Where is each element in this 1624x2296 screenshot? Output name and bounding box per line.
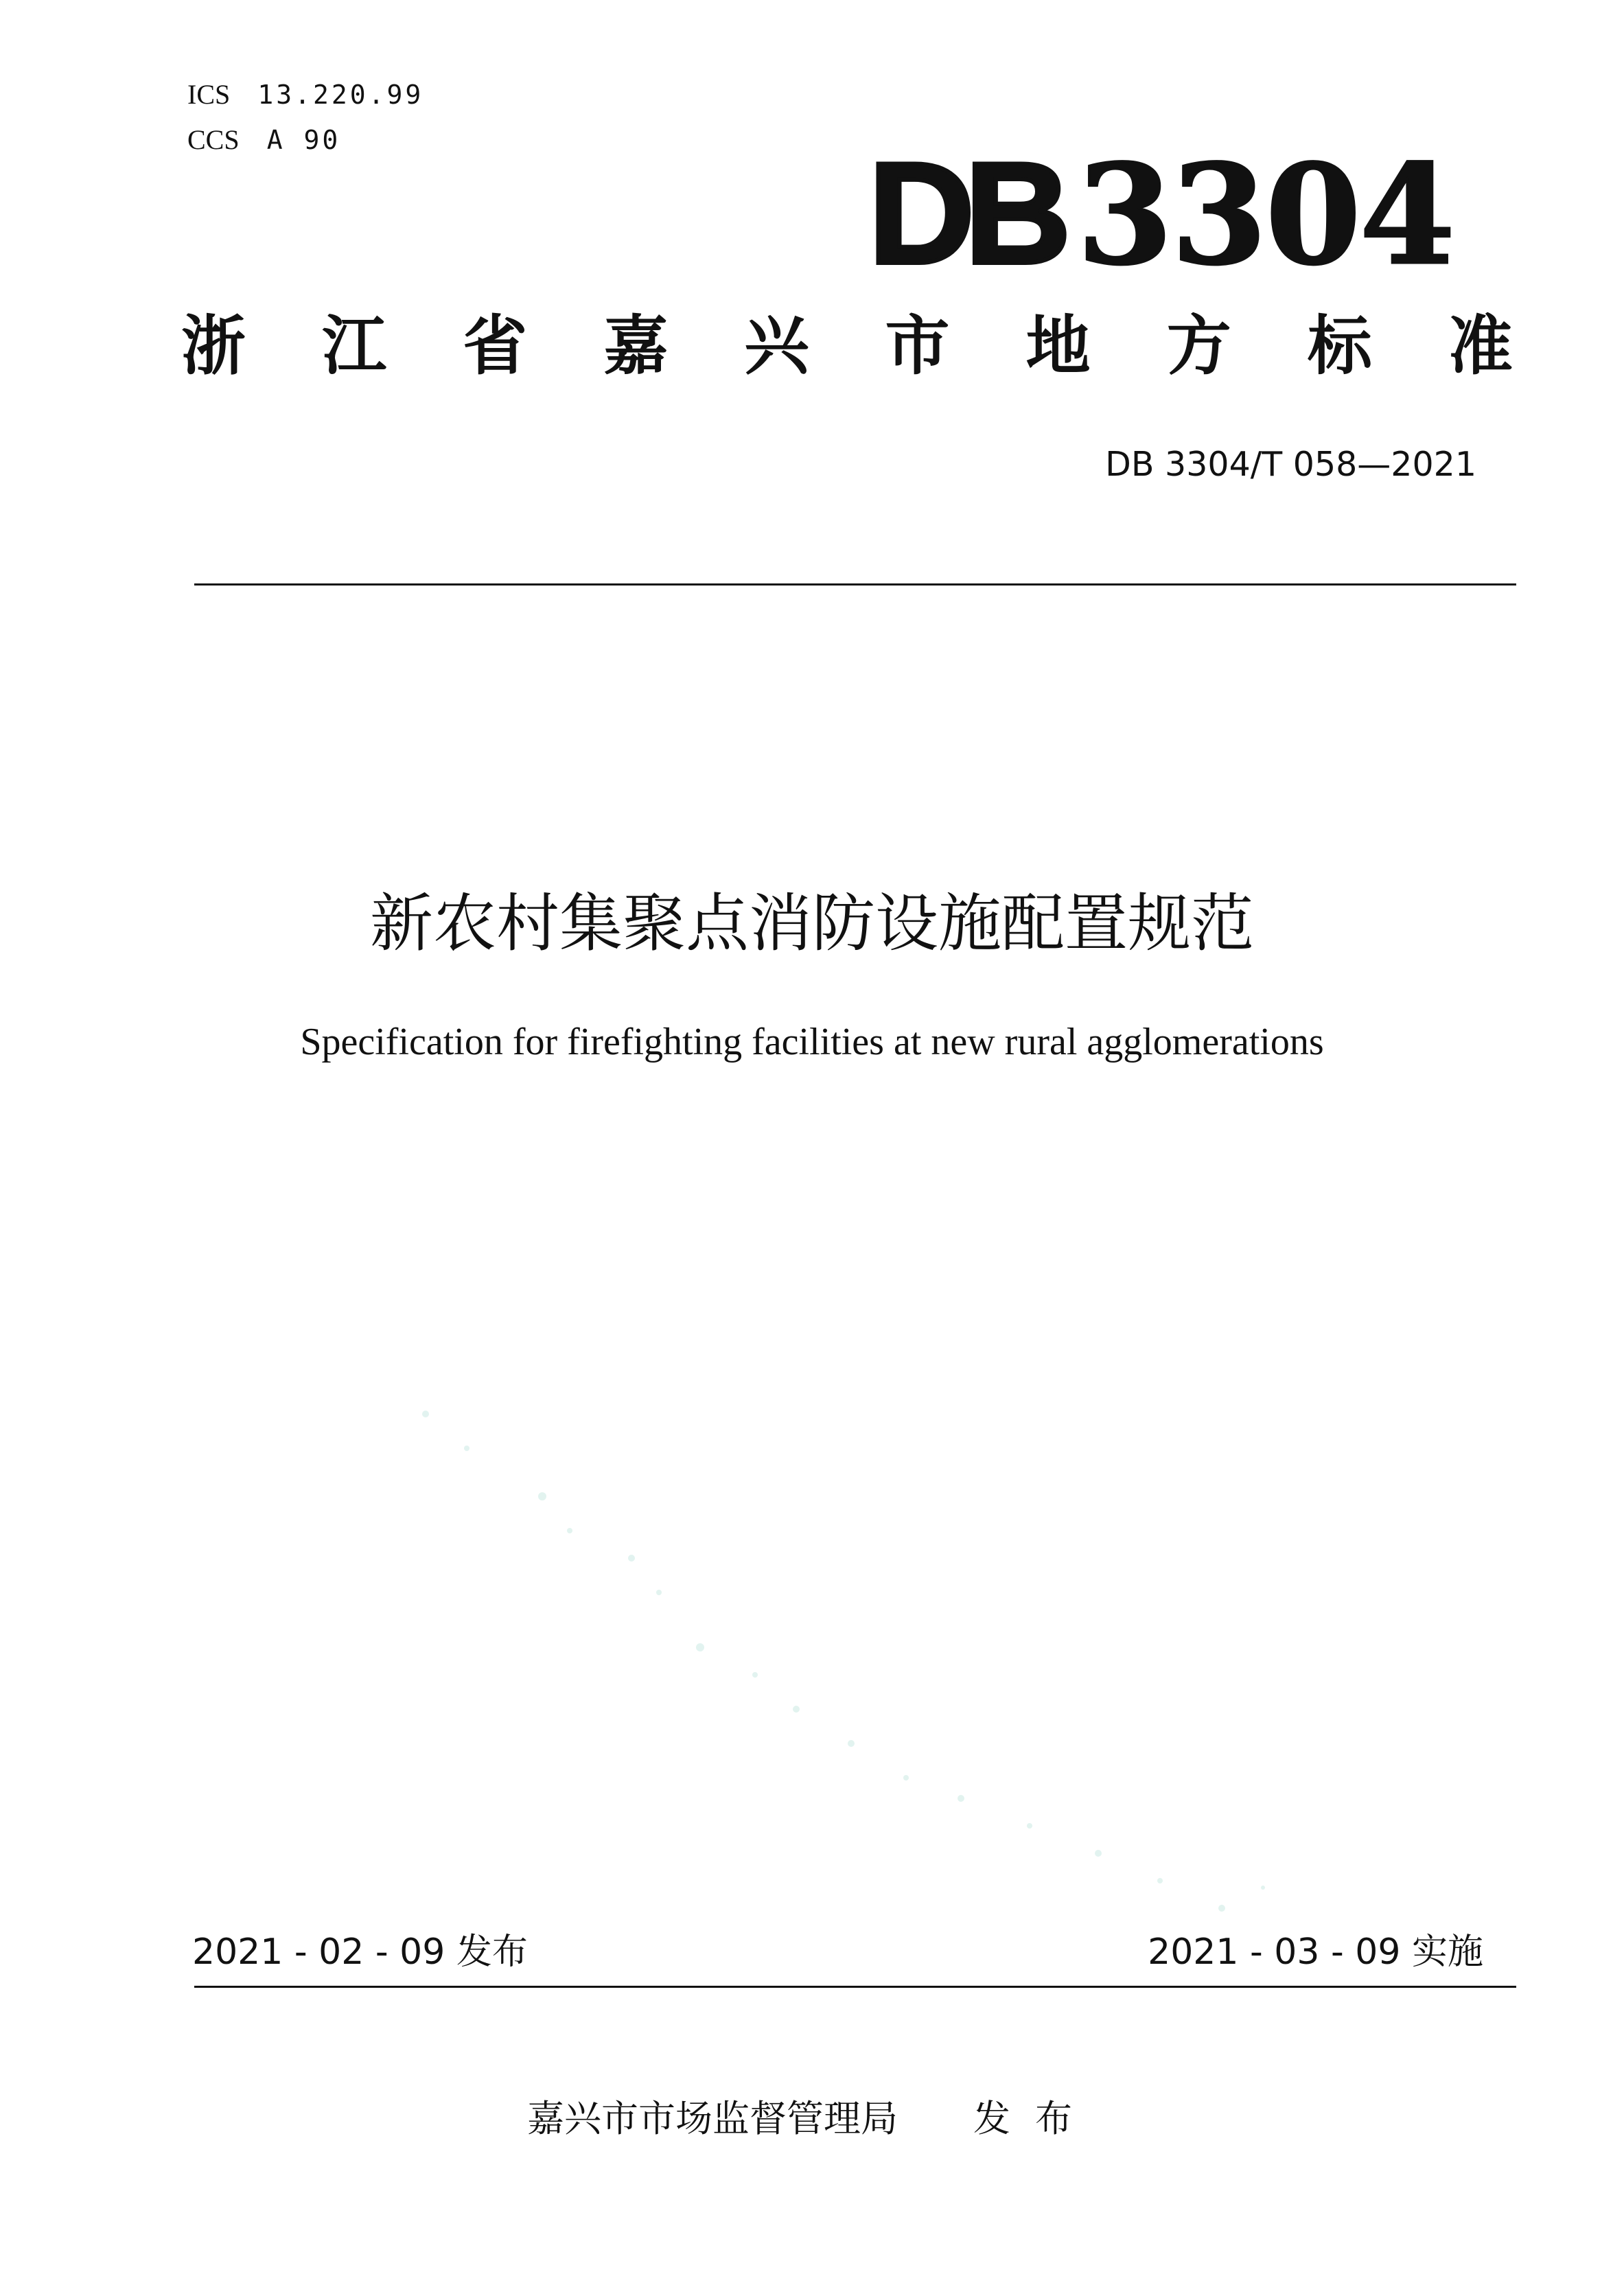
implementation-date: 2021 - 03 - 09 实施 (1148, 1932, 1483, 1973)
ics-label: ICS (187, 79, 231, 110)
standard-type-char: 省 (463, 309, 528, 384)
standard-number: DB 3304/T 058—2021 (1105, 445, 1476, 484)
standard-type-char: 市 (885, 309, 950, 384)
standard-type-char: 准 (1448, 309, 1513, 384)
db-prefix: DB (868, 132, 1062, 294)
standard-type-char: 标 (1307, 309, 1372, 384)
ics-code (187, 81, 424, 108)
standard-type-char: 浙 (181, 309, 246, 384)
standard-type-char: 兴 (744, 309, 809, 384)
issuer-name: 嘉兴市市场监督管理局 (527, 2097, 898, 2140)
header-divider (194, 583, 1516, 585)
issuer-action: 发布 (973, 2097, 1097, 2140)
standard-type-heading (181, 309, 1513, 384)
db-standard-code (868, 132, 1454, 296)
ccs-label: CCS (187, 124, 240, 155)
ccs-value: A 90 (266, 125, 341, 155)
watermark-pattern (412, 1387, 1304, 1936)
document-title-chinese: 新农村集聚点消防设施配置规范 (369, 887, 1254, 960)
standard-type-char: 江 (322, 309, 387, 384)
ics-value: 13.220.99 (257, 80, 424, 110)
document-title-english: Specification for firefighting facilities at new rural agglomerations (300, 1021, 1324, 1063)
standard-type-char: 地 (1025, 309, 1091, 384)
db-number: 3304 (1077, 135, 1454, 296)
standard-type-char: 方 (1166, 309, 1231, 384)
footer-divider (194, 1986, 1516, 1988)
issuer-line (0, 2097, 1624, 2140)
ccs-code (187, 126, 340, 154)
issue-date: 2021 - 02 - 09 发布 (192, 1932, 528, 1973)
standard-type-char: 嘉 (603, 309, 669, 384)
